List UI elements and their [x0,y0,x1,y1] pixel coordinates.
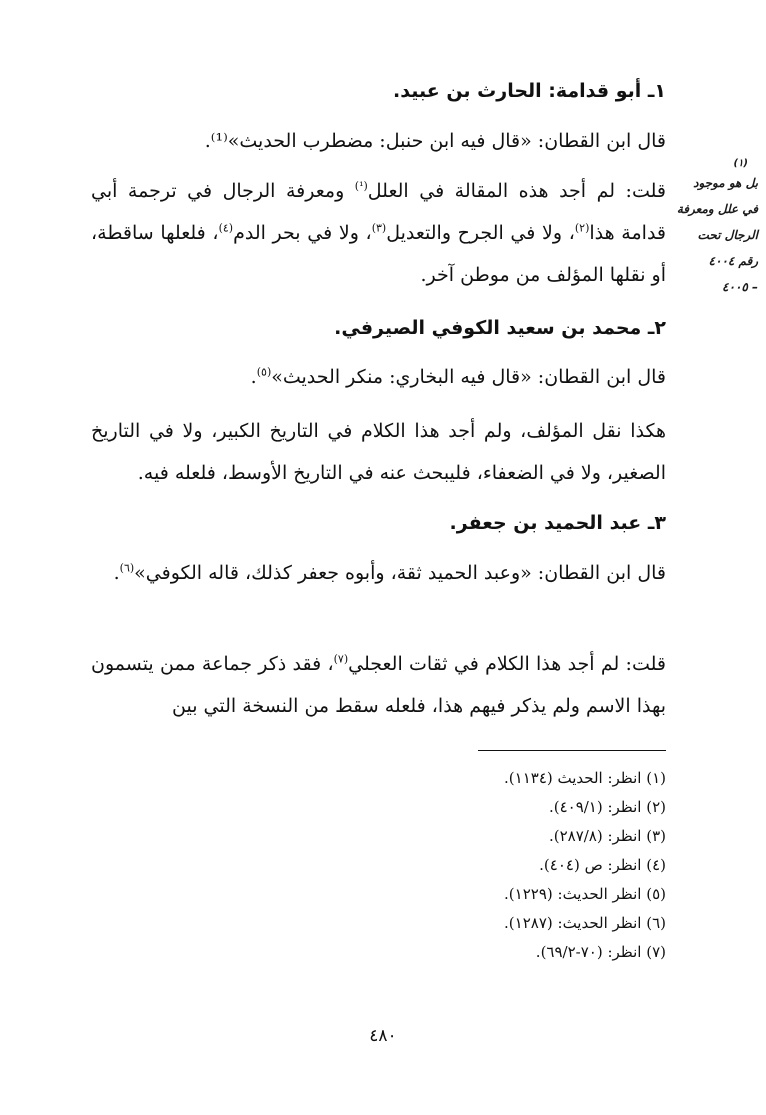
margin-note-line: – ٤٠٠٥ [722,280,758,294]
entry-1-comment: قلت: لم أجد هذه المقالة في العلل$^{(^1)}$ ومعرفة الرجال في ترجمة أبي قدامة هذا$^{(٢)}$، ولا في الجرح والتعديل$^{(٣)}$، ولا في بحر الدم$^{(٤)}$، فلعلها ساقطة، أو نقلها المؤلف من موطن آخر. [91,179,667,286]
footnote-ref-4: (٤) [218,221,234,235]
footnote-2: (٢) انظر: (٤٠٩/١). [548,798,666,816]
footnotes [91,764,666,967]
footnote-ref-3: (٣) [371,221,387,235]
entry-1-heading: ١ـ أبو قدامة: الحارث بن عبيد. [393,80,666,102]
footnote-6: (٦) انظر الحديث: (١٢٨٧). [504,914,666,932]
margin-note-line: في علل ومعرفة [676,202,758,216]
page-number: ٤٨٠ [369,1026,397,1046]
footnote-4: (٤) انظر: ص (٤٠٤). [539,856,666,874]
footnote-ref-7: (٧) [333,652,349,666]
footnote-3: (٣) انظر: (٢٨٧/٨). [548,827,666,845]
footnote-ref-1: (¹) [354,179,368,193]
footnote-ref-6: (٦) [119,561,135,575]
footnote-7: (٧) انظر: (٧٠-٦٩/٢). [535,943,666,961]
entry-3-quote: قال ابن القطان: «وعبد الحميد ثقة، وأبوه جعفر كذلك، قاله الكوفي»$^{(٦)}$. [113,561,666,584]
margin-note-line: الرجال تحت [697,228,758,242]
footnote-ref-5: (٥) [256,365,272,379]
footnote-1: (١) انظر: الحديث (١١٣٤). [504,769,666,787]
handwritten-margin-note [678,158,758,300]
entry-2-comment: هكذا نقل المؤلف، ولم أجد هذا الكلام في التاريخ الكبير، ولا في التاريخ الصغير، ولا في الضعفاء، فليبحث عنه في التاريخ الأوسط، فلعله فيه. [91,420,666,484]
margin-note-mark: (١) [733,158,748,169]
entry-3-heading: ٣ـ عبد الحميد بن جعفر. [449,512,666,534]
margin-note-line: بل هو موجود [693,176,758,190]
entry-2-quote: قال ابن القطان: «قال فيه البخاري: منكر الحديث»$^{(٥)}$. [250,365,666,388]
entry-2-heading: ٢ـ محمد بن سعيد الكوفي الصيرفي. [334,317,666,339]
margin-note-line: رقم ٤٠٠٤ [708,254,758,268]
entry-1-quote: قال ابن القطان: «قال فيه ابن حنبل: مضطرب الحديث»⁽¹⁾. [204,130,666,152]
footnote-5: (٥) انظر الحديث: (١٢٢٩). [504,885,666,903]
footnote-separator [478,750,666,751]
entry-3-comment: قلت: لم أجد هذا الكلام في ثقات العجلي$^{(٧)}$، فقد ذكر جماعة ممن يتسمون بهذا الاسم ولم يذكر فيهم هذا، فلعله سقط من النسخة التي بين [91,652,666,717]
footnote-ref-2: (٢) [574,221,590,235]
